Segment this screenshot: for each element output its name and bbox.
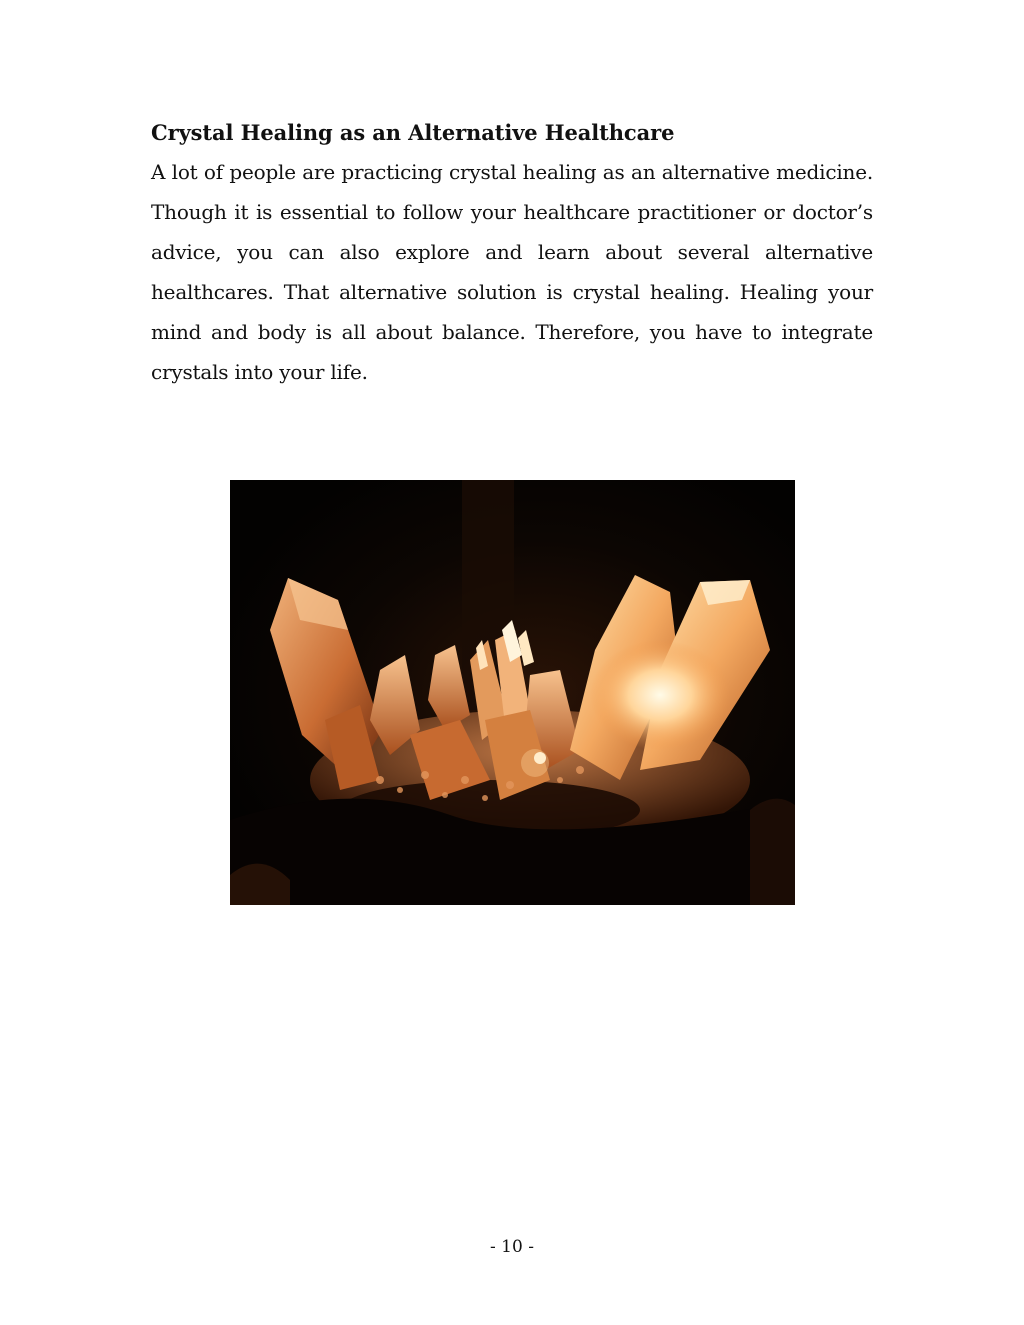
- crystal-cluster-photo: [230, 480, 795, 905]
- body-paragraph: A lot of people are practicing crystal healing as an alternative medicine. Though it is essential to follow your healthcare practitioner or doctor’s advice, you can also explore and learn about several alternative healthcares. That alternative solution is crystal healing. Healing your mind and body is all about balance. Therefore, you have to integrate crystals into your life.: [151, 160, 873, 384]
- section-heading: Crystal Healing as an Alternative Healthcare: [151, 120, 675, 145]
- crystal-illustration: [230, 480, 795, 905]
- article-body: [151, 118, 873, 392]
- page-number: - 10 -: [490, 1237, 534, 1257]
